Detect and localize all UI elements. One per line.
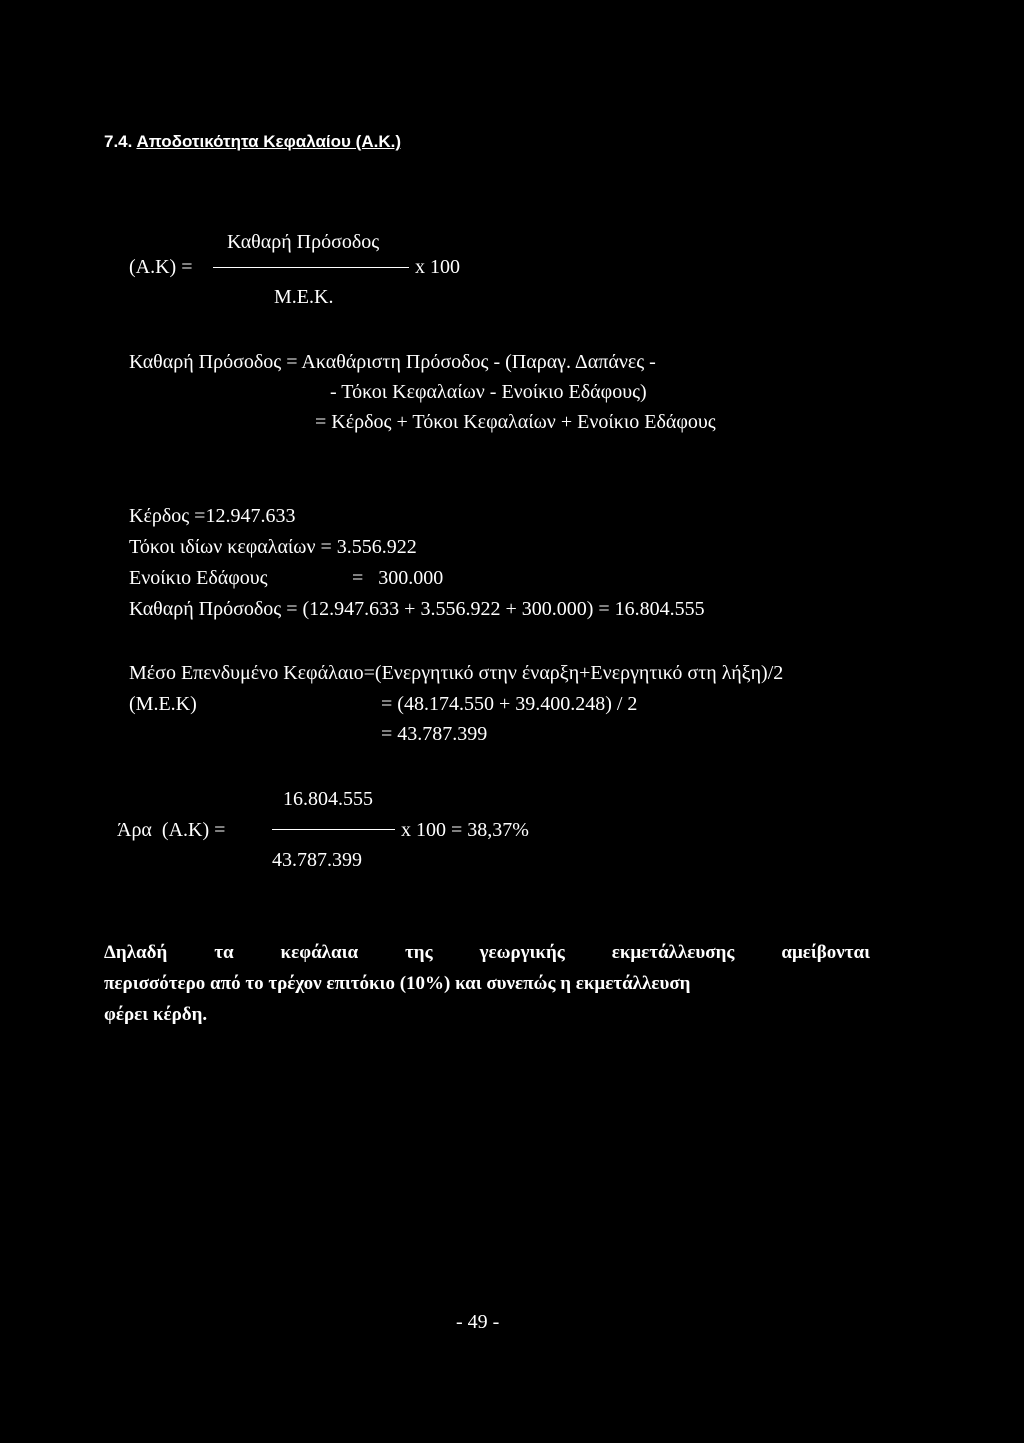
formula1-multiplier: x 100 (415, 256, 460, 278)
land-rent-value: = 300.000 (352, 567, 444, 589)
formula2-fraction-bar (272, 829, 395, 830)
formula1-lhs: (Α.Κ) = (129, 256, 193, 278)
formula2-denominator: 43.787.399 (272, 849, 362, 871)
section-title: Αποδοτικότητα Κεφαλαίου (Α.Κ.) (136, 132, 401, 151)
conclusion-line-2: περισσότερο από το τρέχον επιτόκιο (10%) και συνεπώς η εκμετάλλευση (104, 973, 691, 994)
formula2-rhs: x 100 = 38,37% (401, 819, 529, 841)
avg-capital-label: (Μ.Ε.Κ) (129, 693, 197, 715)
formula1-fraction-bar (213, 267, 409, 268)
formula2-numerator: 16.804.555 (283, 788, 373, 810)
conclusion-word: αμείβονται (781, 942, 870, 963)
avg-capital-definition: Μέσο Επενδυμένο Κεφάλαιο=(Ενεργητικό στην έναρξη+Ενεργητικό στη λήξη)/2 (129, 662, 784, 684)
conclusion-word: εκμετάλλευσης (611, 942, 735, 963)
land-rent-label: Ενοίκιο Εδάφους (129, 567, 268, 589)
avg-capital-calc: = (48.174.550 + 39.400.248) / 2 (381, 693, 638, 715)
conclusion-word: της (405, 942, 433, 963)
profit-line: Κέρδος =12.947.633 (129, 505, 296, 527)
definition-line-2: - Τόκοι Κεφαλαίων - Ενοίκιο Εδάφους) (330, 381, 647, 403)
conclusion-word: Δηλαδή (104, 942, 168, 963)
formula2-lhs: Άρα (Α.Κ) = (117, 819, 226, 841)
conclusion-line-1 (104, 941, 870, 965)
formula1-denominator: Μ.Ε.Κ. (274, 286, 334, 308)
conclusion-word: τα (214, 942, 234, 963)
formula1-numerator: Καθαρή Πρόσοδος (227, 231, 380, 253)
net-income-line: Καθαρή Πρόσοδος = (12.947.633 + 3.556.922 + 300.000) = 16.804.555 (129, 598, 705, 620)
conclusion-line-3: φέρει κέρδη. (104, 1004, 208, 1025)
conclusion-word: γεωργικής (479, 942, 565, 963)
definition-line-3: = Κέρδος + Τόκοι Κεφαλαίων + Ενοίκιο Εδάφους (315, 411, 716, 433)
section-number: 7.4. (104, 132, 133, 151)
conclusion-word: κεφάλαια (280, 942, 359, 963)
page-number: - 49 - (456, 1311, 500, 1333)
own-capital-interest-line: Τόκοι ιδίων κεφαλαίων = 3.556.922 (129, 536, 417, 558)
section-heading (104, 132, 401, 152)
avg-capital-result: = 43.787.399 (381, 723, 488, 745)
definition-line-1: Καθαρή Πρόσοδος = Ακαθάριστη Πρόσοδος - (Παραγ. Δαπάνες - (129, 351, 656, 373)
